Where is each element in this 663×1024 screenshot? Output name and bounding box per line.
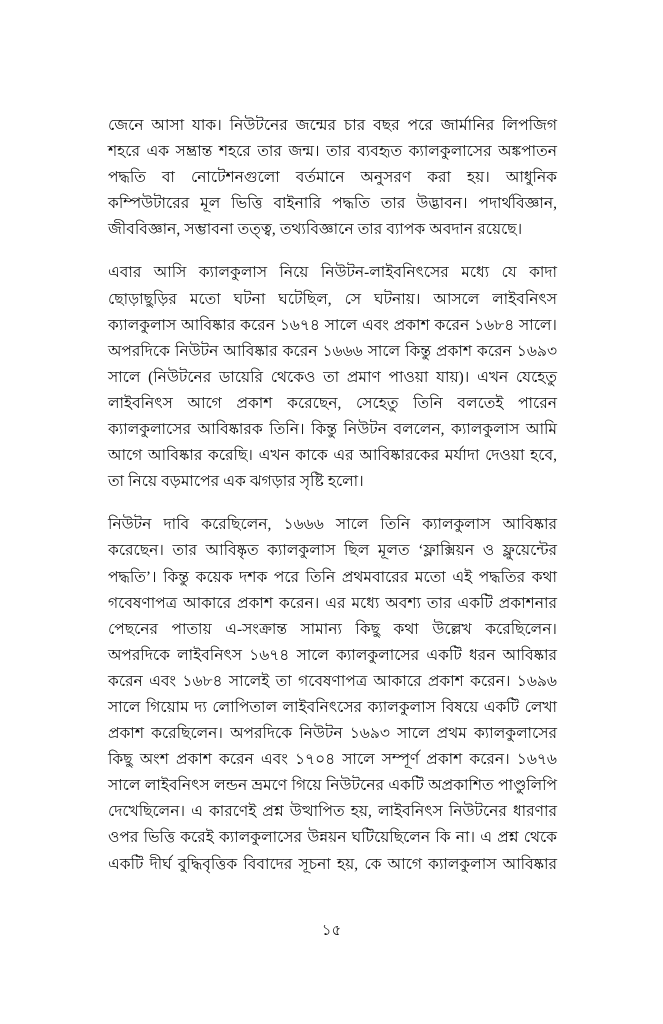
body-paragraph-2: এবার আসি ক্যালকুলাস নিয়ে নিউটন-লাইবনিৎসের মধ্যে যে কাদা ছোড়াছুড়ির মতো ঘটনা ঘটেছিল, সে ঘটনায়। আসলে লাইবনিৎস ক্যালকুলাস আবিষ্কার করেন ১৬৭৪ সালে এবং প্রকাশ করেন ১৬৮৪ সালে। অপরদিকে নিউটন আবিষ্কার করেন ১৬৬৬ সালে কিন্তু প্রকাশ করেন ১৬৯৩ সালে (নিউটনের ডায়েরি থেকেও তা প্রমাণ পাওয়া যায়)। এখন যেহেতু লাইবনিৎস আগে প্রকাশ করেছেন, সেহেতু তিনি বলতেই পারেন ক্যালকুলাসের আবিষ্কারক তিনি। কিন্তু নিউটন বললেন, ক্যালকুলাস আমি আগে আবিষ্কার করেছি। এখন কাকে এর আবিষ্কারকের মর্যাদা দেওয়া হবে, তা নিয়ে বড়মাপের এক ঝগড়ার সৃষ্টি হলো। xyxy=(108,264,557,491)
page-number: ১৫ xyxy=(321,923,342,939)
body-paragraph-3: নিউটন দাবি করেছিলেন, ১৬৬৬ সালে তিনি ক্যালকুলাস আবিষ্কার করেছেন। তার আবিষ্কৃত ক্যালকুলাস ছিল মূলত ‘ফ্লাক্সিয়ন ও ফ্লুয়েন্টের পদ্ধতি’। কিন্তু কয়েক দশক পরে তিনি প্রথমবারের মতো এই পদ্ধতির কথা গবেষণাপত্র আকারে প্রকাশ করেন। এর মধ্যে অবশ্য তার একটি প্রকাশনার পেছনের পাতায় এ-সংক্রান্ত সামান্য কিছু কথা উল্লেখ করেছিলেন। অপরদিকে লাইবনিৎস ১৬৭৪ সালে ক্যালকুলাসের একটি ধরন আবিষ্কার করেন এবং ১৬৮৪ সালেই তা গবেষণাপত্র আকারে প্রকাশ করেন। ১৬৯৬ সালে গিয়োম দ্য লোপিতাল লাইবনিৎসের ক্যালকুলাস বিষয়ে একটি লেখা প্রকাশ করেছিলেন। অপরদিকে নিউটন ১৬৯৩ সালে প্রথম ক্যালকুলাসের কিছু অংশ প্রকাশ করেন এবং ১৭০৪ সালে সম্পূর্ণ প্রকাশ করেন। ১৬৭৬ সালে লাইবনিৎস লন্ডন ভ্রমণে গিয়ে নিউটনের একটি অপ্রকাশিত পাণ্ডুলিপি দেখেছিলেন। এ কারণেই প্রশ্ন উত্থাপিত হয়, লাইবনিৎস নিউটনের ধারণার ওপর ভিত্তি করেই ক্যালকুলাসের উন্নয়ন ঘটিয়েছিলেন কি না। এ প্রশ্ন থেকে একটি দীর্ঘ বুদ্ধিবৃত্তিক বিবাদের সূচনা হয়, কে আগে ক্যালকুলাস আবিষ্কার xyxy=(108,516,557,873)
body-text-column xyxy=(108,113,557,878)
body-paragraph-1: জেনে আসা যাক। নিউটনের জন্মের চার বছর পরে জার্মানির লিপজিগ শহরে এক সম্ভ্রান্ত শহরে তার জন্ম। তার ব্যবহৃত ক্যালকুলাসের অঙ্কপাতন পদ্ধতি বা নোটেশনগুলো বর্তমানে অনুসরণ করা হয়। আধুনিক কম্পিউটারের মূল ভিত্তি বাইনারি পদ্ধতি তার উদ্ভাবন। পদার্থবিজ্ঞান, জীববিজ্ঞান, সম্ভাবনা তত্ত্ব, তথ্যবিজ্ঞানে তার ব্যাপক অবদান রয়েছে। xyxy=(108,117,557,239)
